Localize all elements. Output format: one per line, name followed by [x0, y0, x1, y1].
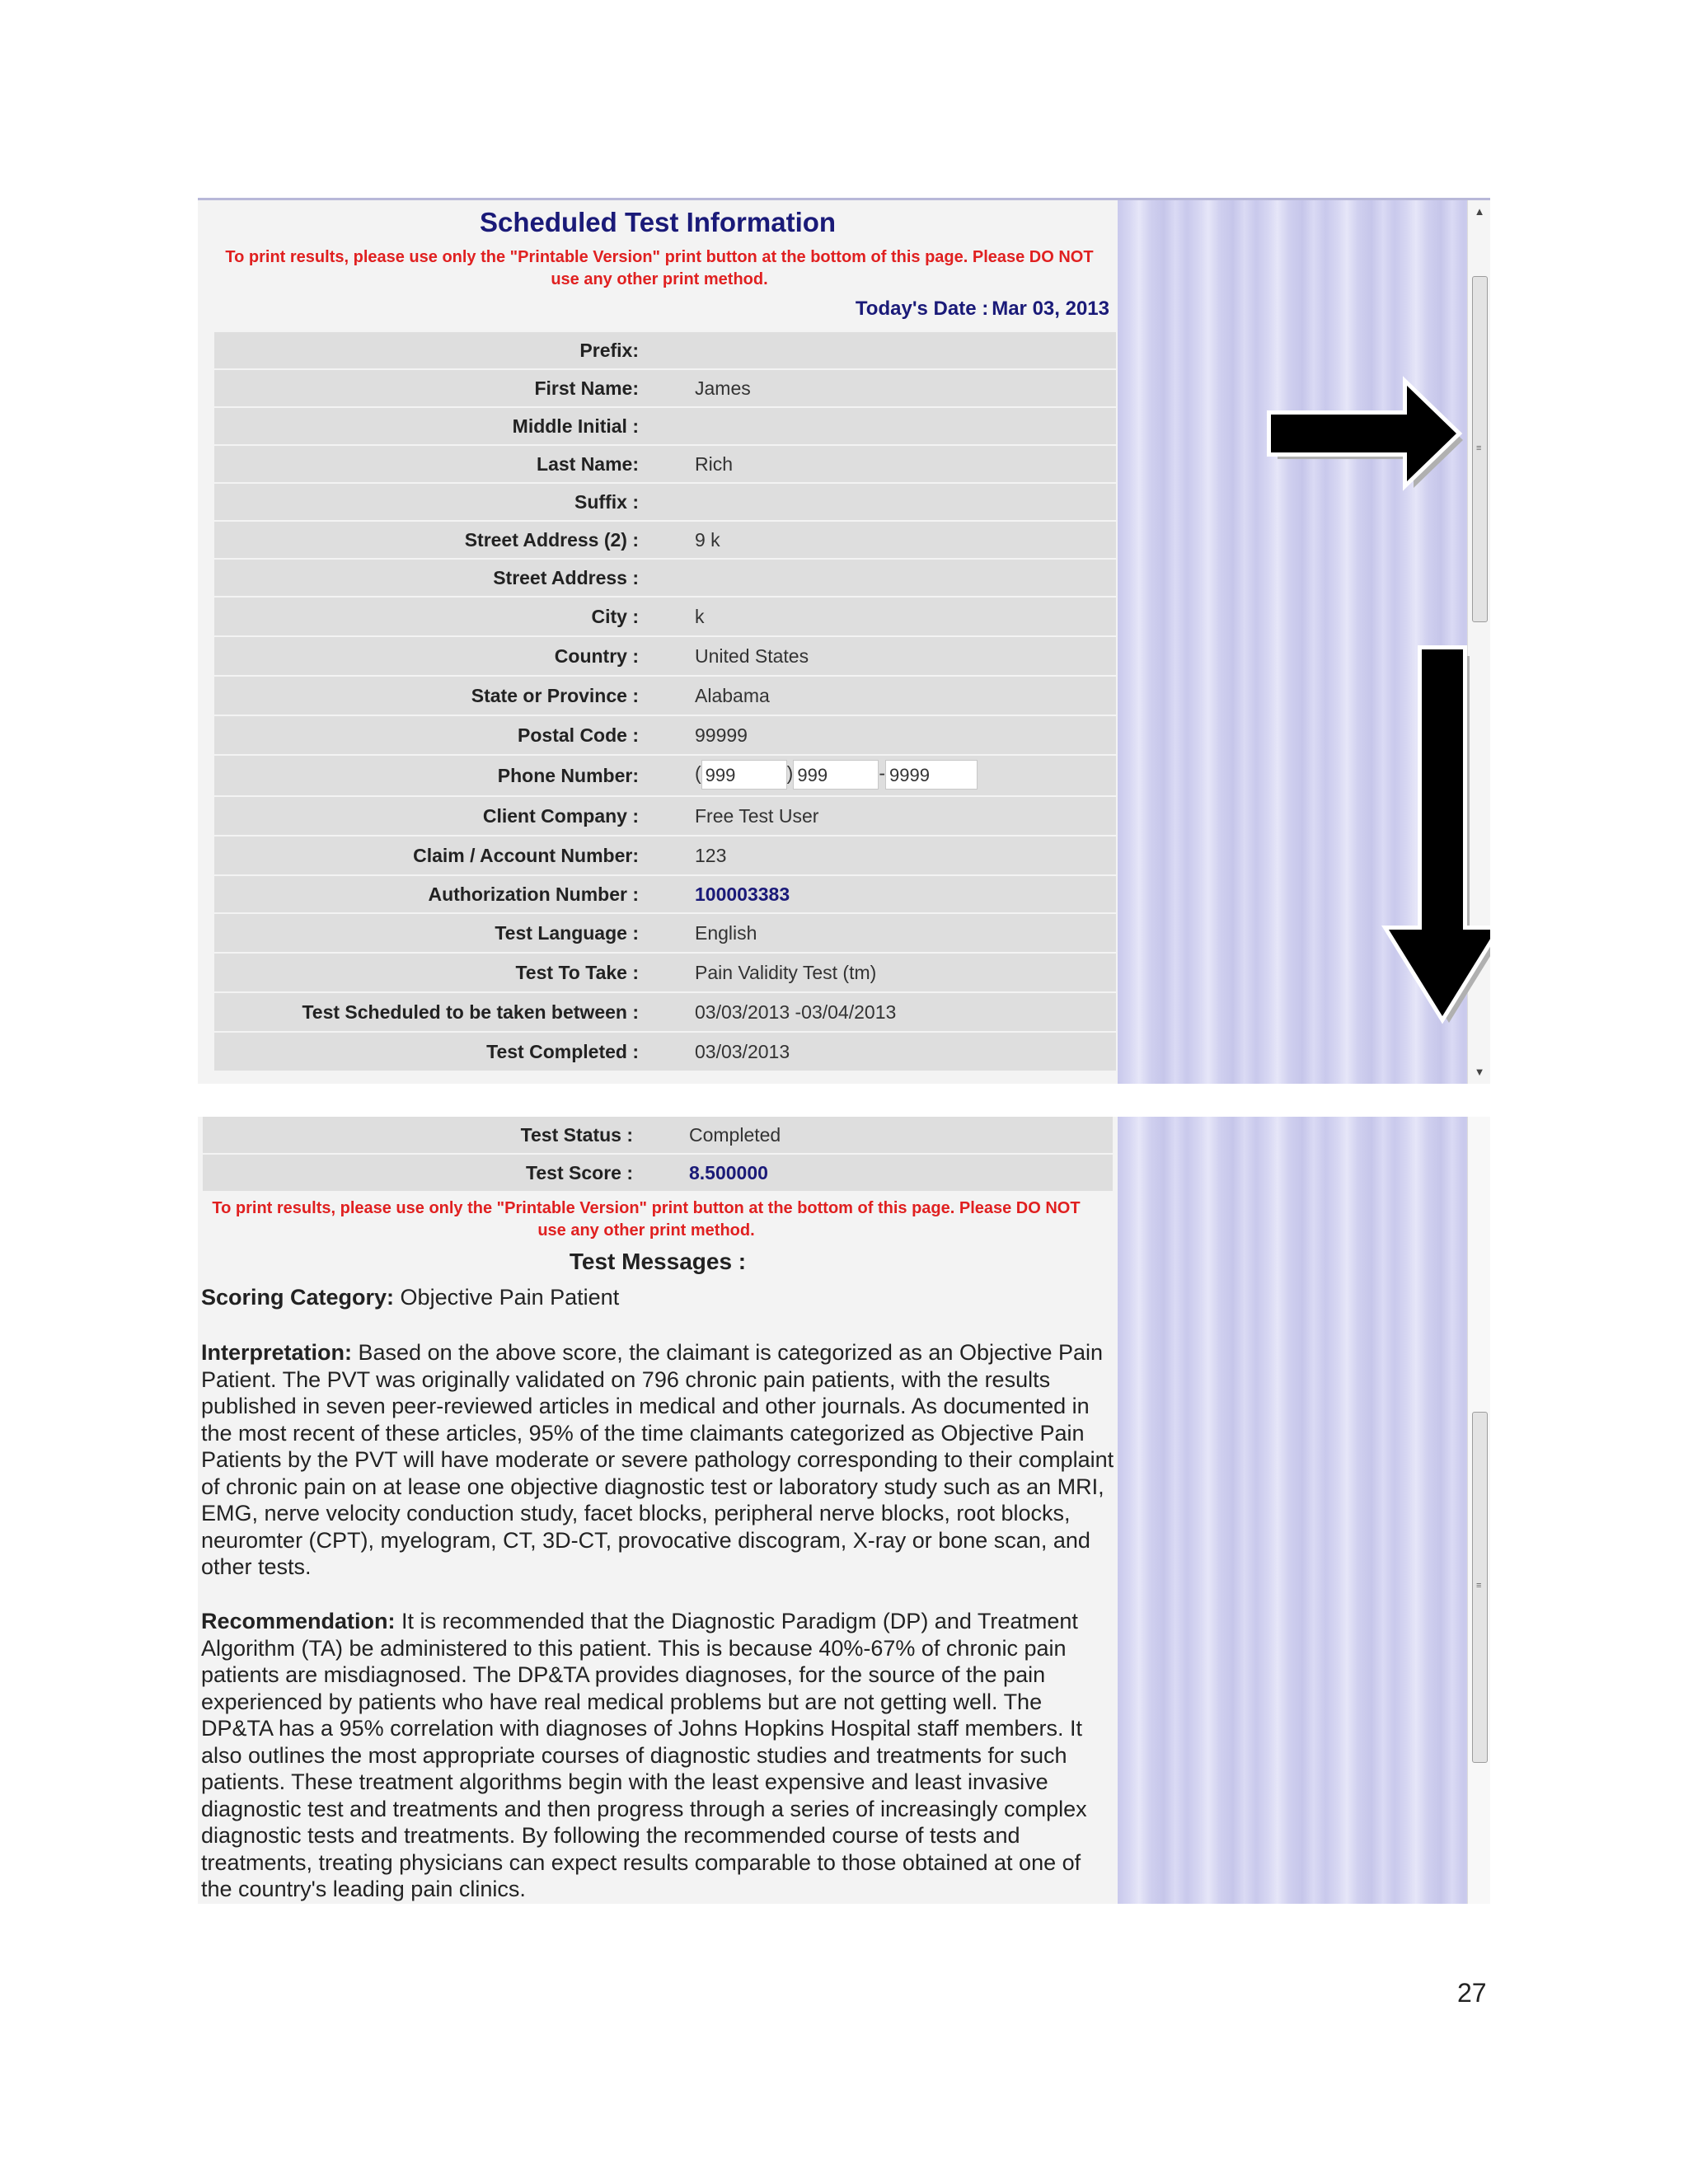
field-value: Pain Validity Test (tm): [695, 962, 877, 983]
phone-close-paren: ): [786, 762, 794, 785]
field-label: Prefix:: [579, 340, 639, 361]
field-label: Suffix :: [574, 491, 639, 513]
field-value: 100003383: [695, 883, 790, 905]
table-row: [214, 637, 1116, 677]
table-row: [214, 484, 1116, 522]
table-row: [214, 716, 1116, 756]
field-label: Postal Code :: [518, 724, 639, 746]
interpretation-label: Interpretation:: [201, 1340, 353, 1365]
test-info-panel: [198, 200, 1118, 1084]
scrollbar-thumb[interactable]: [1472, 276, 1488, 622]
right-arrow-icon: [1257, 386, 1258, 387]
field-label: Middle Initial :: [512, 415, 639, 437]
field-label: Country :: [554, 645, 639, 667]
print-notice: To print results, please use only the "Printable Version" print button at the bottom of this page. Please DO NOT use any other print method.: [225, 248, 1094, 288]
table-row: [214, 560, 1116, 598]
table-row: [214, 598, 1116, 637]
field-label: State or Province :: [471, 685, 639, 706]
scrollbar-grip-icon: ≡: [1476, 1581, 1482, 1591]
phone-open-paren: (: [695, 762, 701, 785]
table-row: [214, 446, 1116, 484]
field-label: Test Score :: [526, 1162, 633, 1183]
field-value: English: [695, 922, 757, 944]
field-label: Test Language :: [495, 922, 639, 944]
field-label: First Name:: [534, 377, 639, 399]
vertical-scrollbar[interactable]: [1467, 1117, 1490, 1904]
scoring-category: [201, 1284, 1116, 1311]
field-label: Phone Number:: [497, 765, 639, 786]
field-value: United States: [695, 645, 809, 667]
table-row: [214, 954, 1116, 993]
field-value: 03/03/2013: [695, 1041, 790, 1062]
table-row: [214, 370, 1116, 408]
field-label: Last Name:: [537, 453, 639, 475]
page-title: Scheduled Test Information: [479, 207, 837, 237]
field-value: Free Test User: [695, 805, 819, 827]
scrollbar-thumb[interactable]: [1472, 1412, 1488, 1763]
table-row: [214, 1033, 1116, 1072]
scheduled-test-window: [198, 198, 1490, 1084]
phone-line-number-input[interactable]: 9999: [885, 760, 978, 790]
table-row: [214, 837, 1116, 876]
scroll-down-arrow-icon[interactable]: ▼: [1474, 1066, 1485, 1078]
field-label: Street Address :: [493, 567, 639, 588]
field-label: Client Company :: [482, 805, 639, 827]
table-row: [203, 1155, 1113, 1193]
todays-date: [856, 298, 1113, 321]
field-label: Test Completed :: [486, 1041, 639, 1062]
field-label: Street Address (2) :: [464, 529, 639, 551]
table-row: [214, 756, 1116, 797]
field-value: Alabama: [695, 685, 770, 706]
field-value: Rich: [695, 453, 734, 475]
table-row: [214, 993, 1116, 1033]
todays-date-label: Today's Date :: [855, 298, 989, 320]
todays-date-value: Mar 03, 2013: [992, 298, 1109, 320]
table-row: [214, 677, 1116, 716]
phone-number-input-group: [695, 760, 978, 790]
scroll-up-arrow-icon[interactable]: ▲: [1474, 205, 1485, 218]
field-value: James: [695, 377, 751, 399]
table-row: [214, 797, 1116, 837]
down-arrow-icon: [1397, 649, 1398, 650]
test-results-panel: [198, 1117, 1118, 1904]
page-background: [1118, 1117, 1467, 1904]
test-score-value: 8.500000: [689, 1162, 768, 1183]
test-status-value: Completed: [689, 1124, 781, 1146]
test-messages-heading: Test Messages :: [569, 1249, 747, 1274]
recommendation-label: Recommendation:: [201, 1609, 396, 1633]
field-label: Test To Take :: [515, 962, 639, 983]
table-row: [214, 914, 1116, 954]
recommendation-paragraph: [201, 1608, 1116, 1903]
field-value: 123: [695, 845, 727, 866]
scrollbar-grip-icon: ≡: [1476, 443, 1482, 453]
field-value: 99999: [695, 724, 748, 746]
test-results-window: [198, 1117, 1490, 1904]
interpretation-paragraph: [201, 1339, 1116, 1581]
field-label: Authorization Number :: [428, 883, 639, 905]
field-label: Claim / Account Number:: [413, 845, 639, 866]
phone-prefix-input[interactable]: 999: [793, 760, 879, 790]
table-row: [214, 522, 1116, 560]
table-row: [203, 1117, 1113, 1155]
table-row: [214, 408, 1116, 446]
recommendation-text: It is recommended that the Diagnostic Paradigm (DP) and Treatment Algorithm (TA) be administered to this patient. This is because 40%-67% of chronic pain patients are misdiagnosed. The DP&TA provides diagnoses, for the source of the pain experienced by patients who have real medical problems but are not getting well. The DP&TA has a 95% correlation with diagnoses of Johns Hopkins Hospital staff members. It also outlines the most appropriate courses of diagnostic studies and treatments for such patients. These treatment algorithms begin with the least expensive and least invasive diagnostic test and treatments and then progress through a series of increasingly complex diagnostic tests and treatments. By following the recommended course of tests and treatments, treating physicians can expect results comparable to those obtained at one of the country's leading pain clinics.: [201, 1609, 1087, 1901]
page-number: 27: [1457, 1978, 1487, 2008]
interpretation-text: Based on the above score, the claimant is categorized as an Objective Pain Patient. The PVT was originally validated on 796 chronic pain patients, with the results published in seven peer-reviewed articles in medical and other journals. As documented in the most recent of these articles, 95% of the time claimants categorized as Objective Pain Patients by the PVT will have moderate or severe pathology corresponding to their complaint of chronic pain on at lease one objective diagnostic test or laboratory study such as an MRI, EMG, nerve velocity conduction study, facet blocks, peripheral nerve blocks, root blocks, neuromter (CPT), myelogram, CT, 3D-CT, provocative discogram, X-ray or bone scan, and other tests.: [201, 1340, 1114, 1579]
scoring-category-value: Objective Pain Patient: [394, 1285, 620, 1310]
phone-area-code-input[interactable]: 999: [701, 760, 787, 790]
phone-dash: -: [879, 762, 886, 785]
table-row: [214, 876, 1116, 914]
field-label: Test Status :: [520, 1124, 633, 1146]
field-value: 03/03/2013 -03/04/2013: [695, 1001, 897, 1023]
print-notice-bottom: To print results, please use only the "Printable Version" print button at the bottom of this page. Please DO NOT use any other print method.: [212, 1199, 1081, 1240]
field-label: Test Scheduled to be taken between :: [302, 1001, 639, 1023]
field-label: City :: [591, 606, 639, 627]
table-row: [214, 332, 1116, 370]
field-value: 9 k: [695, 529, 720, 551]
scoring-category-label: Scoring Category:: [201, 1285, 395, 1310]
field-value: k: [695, 606, 705, 627]
